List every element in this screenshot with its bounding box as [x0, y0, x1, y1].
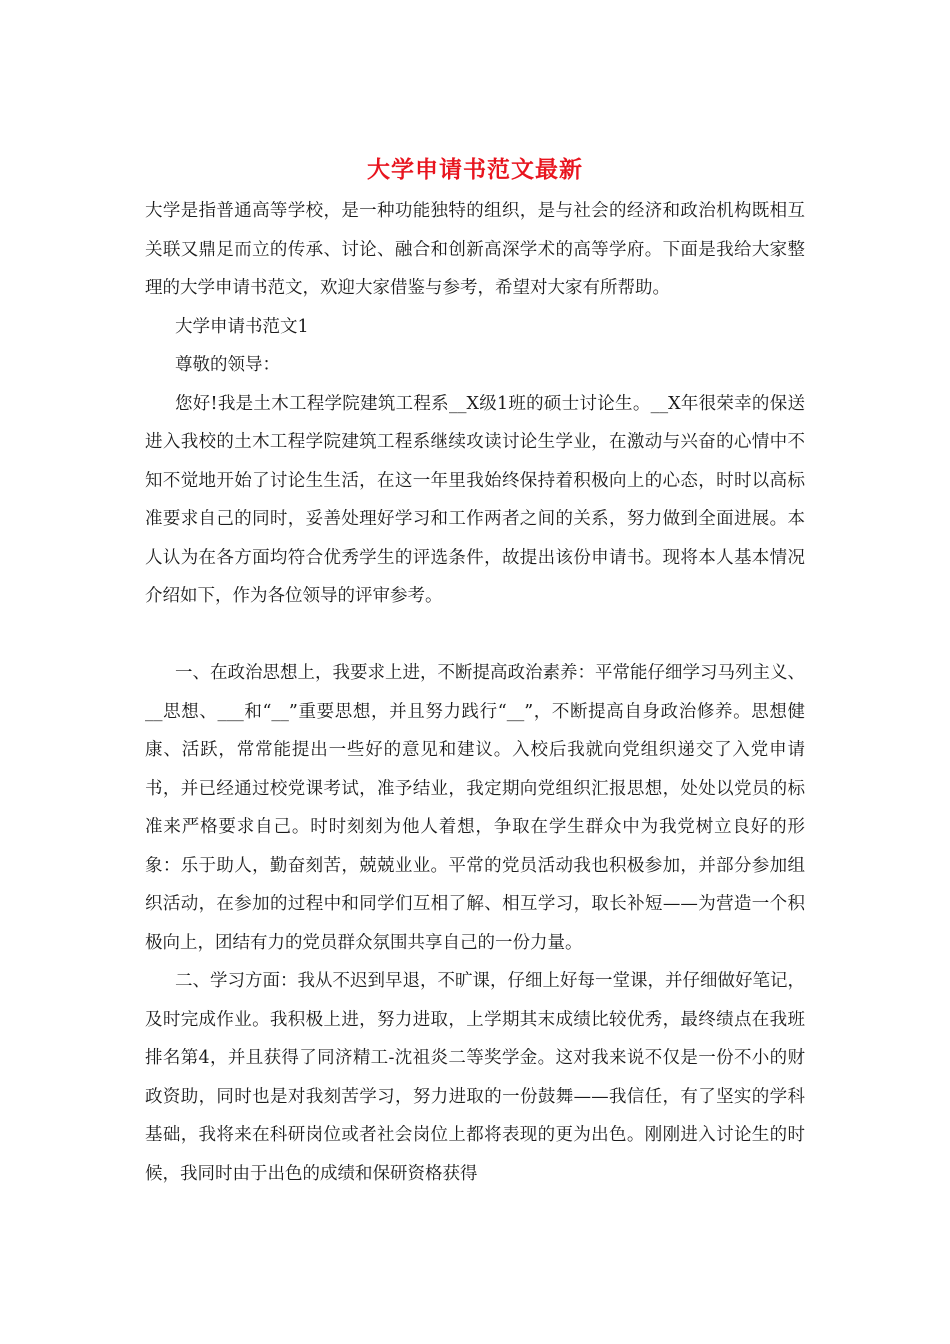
section-heading: 大学申请书范文1 [175, 316, 309, 337]
document-title: 大学申请书范文最新 [367, 156, 583, 183]
body-paragraph: 一、在政治思想上，我要求上进，不断提高政治素养：平常能仔细学习马列主义、__思想、___和“__”重要思想，并且努力践行“__”，不断提高自身政治修养。思想健康、活跃，常常能提出一些好的意见和建议。入校后我就向党组织递交了入党申请书，并已经通过校党课考试，准予结业，我定期向党组织汇报思想，处处以党员的标准来严格要求自己。时时刻刻为他人着想，争取在学生群众中为我党树立良好的形象：乐于助人，勤奋刻苦，兢兢业业。平常的党员活动我也积极参加，并部分参加组织活动，在参加的过程中和同学们互相了解、相互学习，取长补短——为营造一个积极向上，团结有力的党员群众氛围共享自己的一份力量。 [145, 663, 805, 953]
intro-paragraph: 大学是指普通高等学校，是一种功能独特的组织，是与社会的经济和政治机构既相互关联又鼎足而立的传承、讨论、融合和创新高深学术的高等学府。下面是我给大家整理的大学申请书范文，欢迎大家借鉴与参考，希望对大家有所帮助。 [145, 201, 805, 298]
document-body [145, 192, 805, 1193]
body-paragraph: 您好!我是土木工程学院建筑工程系__X级1班的硕士讨论生。__X年很荣幸的保送进入我校的土木工程学院建筑工程系继续攻读讨论生学业，在激动与兴奋的心情中不知不觉地开始了讨论生生活，在这一年里我始终保持着积极向上的心态，时时以高标准要求自己的同时，妥善处理好学习和工作两者之间的关系，努力做到全面进展。本人认为在各方面均符合优秀学生的评选条件，故提出该份申请书。现将本人基本情况介绍如下，作为各位领导的评审参考。 [145, 393, 805, 606]
salutation: 尊敬的领导： [175, 355, 280, 375]
paragraph-spacer [145, 616, 805, 655]
body-paragraph: 二、学习方面：我从不迟到早退，不旷课，仔细上好每一堂课，并仔细做好笔记，及时完成作业。我积极上进，努力进取，上学期其末成绩比较优秀，最终绩点在我班排名第4，并且获得了同济精工-沈祖炎二等奖学金。这对我来说不仅是一份不小的财政资助，同时也是对我刻苦学习，努力进取的一份鼓舞——我信任，有了坚实的学科基础，我将来在科研岗位或者社会岗位上都将表现的更为出色。刚刚进入讨论生的时候，我同时由于出色的成绩和保研资格获得 [145, 971, 805, 1184]
